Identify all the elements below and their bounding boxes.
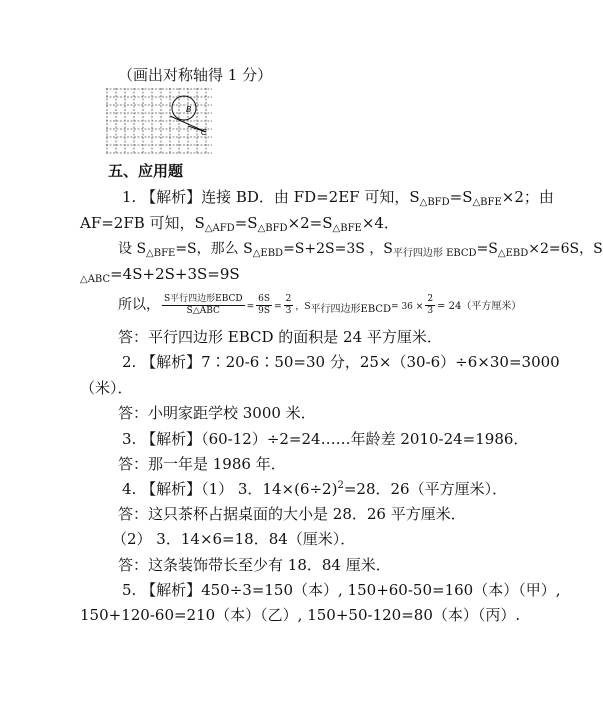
- q1-line4: $_{\triangle ABC}$=4S+2S+3S=9S: [80, 265, 240, 285]
- q4-answer2: 答：这条装饰带长至少有 18．84 厘米．: [118, 556, 391, 574]
- q3-line1: 3. 【解析】（60-12）÷2=24……年龄差 2010-24=1986．: [122, 430, 529, 448]
- grid-figure: [106, 88, 214, 156]
- q5-line2: 150+120-60=210（本）（乙）, 150+50-120=80（本）（丙）.: [80, 606, 521, 624]
- q2-line2: （米）．: [80, 379, 133, 397]
- q2-answer: 答：小明家距学校 3000 米．: [118, 404, 316, 422]
- q4-answer1: 答：这只茶杯占据桌面的大小是 28．26 平方厘米．: [118, 505, 466, 523]
- q1-line5: 所以， $\frac{\text{S平行四边形EBCD}}{\text{S△ABC}}$ = $\frac{6S}{9S}$ = $\frac{2}{3}$ ，$S_{平行四边形EBCD}= 36$ × $\frac{2}{3}$ = 24（平方厘米）: [118, 293, 522, 316]
- fraction-area-ratio: $\frac{\text{S平行四边形EBCD}}{\text{S△ABC}}$: [164, 293, 243, 316]
- figure-caption: （画出对称轴得 1 分）: [118, 66, 273, 84]
- q1-line1: 1. 【解析】连接 BD．由 FD=2EF 可知，$S_{\triangle BFD}=S_{\triangle BFE}\times 2$；由: [122, 188, 554, 208]
- q4-line2: （2） 3．14×6=18．84（厘米）．: [112, 530, 356, 548]
- q2-line1: 2. 【解析】7∶20-6∶50=30 分，25×（30-6）÷6×30=3000: [122, 353, 560, 371]
- q1-line2: AF=2FB 可知，$S_{\triangle AFD}=S_{\triangle BFD}\times 2=S_{\triangle BFE}\times 4$．: [80, 214, 399, 234]
- q1-line3: 设 $S_{\triangle BFE}=S$，那么 $S_{\triangle EBD}=S+2S=3S$ ，$S_{平行四边形 EBCD}=S_{\triangle EBD}\times 2=6S$，S: [118, 241, 603, 259]
- label-b: B: [186, 105, 192, 114]
- circle-shape: [172, 96, 196, 120]
- q4-line1: 4. 【解析】（1） 3．$14\times(6\div 2)^2=28$．26（平方厘米）．: [122, 480, 508, 498]
- q3-answer: 答：那一年是 1986 年．: [118, 455, 286, 473]
- q5-line1: 5. 【解析】450÷3=150（本）, 150+60-50=160（本）（甲）,: [122, 581, 561, 599]
- q1-answer: 答：平行四边形 EBCD 的面积是 24 平方厘米．: [118, 328, 442, 346]
- section-title: 五、应用题: [108, 162, 184, 180]
- label-c: C: [201, 128, 207, 137]
